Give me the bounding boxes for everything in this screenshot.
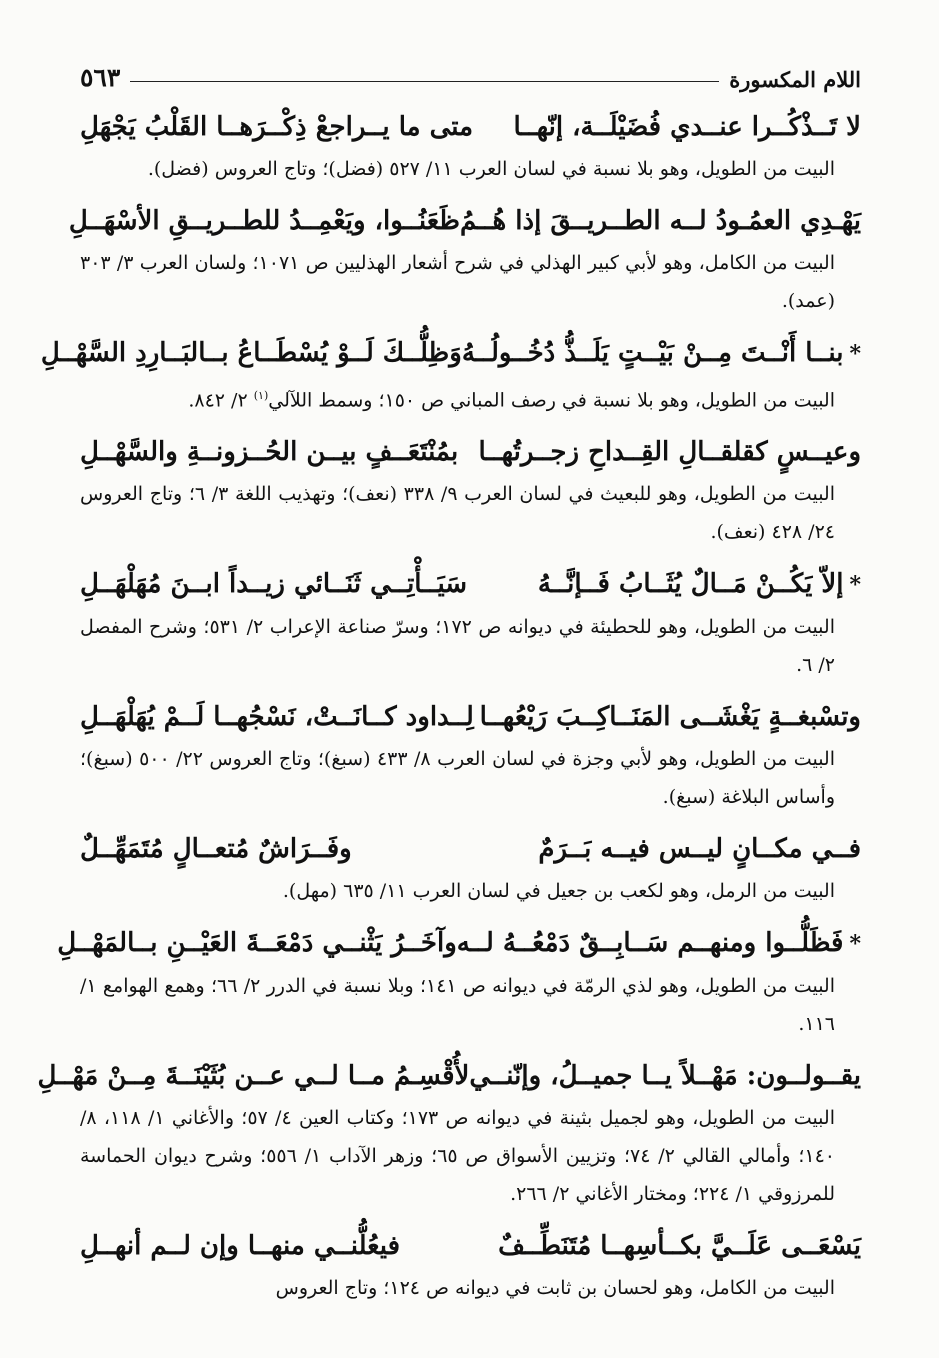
verse-second-hemistich: ظَعَنُــوا، ويَعْمِــدُ للطــريــقِ الأسْهَــلِ [68,206,460,236]
verse-line [68,194,861,248]
verse-line [40,326,861,381]
verse-note: البيت من الطويل، وهو للحطيئة في ديوانه ص ١٧٢؛ وسرّ صناعة الإعراب ٢/ ٥٣١؛ وشرح المفصل ٢/ ٦. [80,616,835,677]
verse-entry [37,1049,861,1213]
verse-first-hemistich: يقــولــون: مَهْــلاً يــا جميــلُ، وإنّنــي [469,1061,861,1092]
verse-first-hemistich: وعيــسٍ كقلقــالِ القِــداحِ زجــرتُهــا [478,437,861,468]
verse-entry [68,194,861,320]
verse-entry [80,100,861,188]
verse-line [80,100,861,154]
verse-first-hemistich: يَهْـدِي العمُـودُ لــه الطــريــقَ إذا هُــمُ [459,206,861,236]
hemistich-text: بنــا أَنْــتَ مِــنْ بَيْــتٍ يَلَــذُّ دُخُــولُــهُ [461,338,844,368]
verse-note: البيت من الطويل، وهو لأبي وجزة في لسان العرب ٨/ ٤٣٣ (سبغ)؛ وتاج العروس ٢٢/ ٥٠٠ (سبغ)؛ وأساس البلاغة (سبغ). [80,748,835,809]
verse-line [80,1219,861,1273]
verse-note: البيت من الطويل، وهو لجميل بثينة في ديوانه ص ١٧٣؛ وكتاب العين ٤/ ٥٧؛ والأغاني ١/ ١١٨، ٨/ ١٤٠؛ وأمالي القالي ٢/ ٧٤؛ وتزيين الأسواق ص ٦٥؛ وزهر الآداب ١/ ٥٥٦؛ وشرح ديوان الحماسة للمرزوقي ١/ ٢٢٤؛ ومختار الأغاني ٢/ ٢٦٦. [80,1107,835,1206]
verse-second-hemistich: بمُنْتَعَــفٍ بيــن الحُــزونــةِ والسَّهْــلِ [80,437,459,468]
verse-entry [80,690,861,816]
hemistich-text: إلاّ يَكُــنْ مَــالٌ يُثَــابُ فَــإنَّــهُ [537,569,844,600]
verse-first-hemistich [538,557,861,612]
verse-second-hemistich: وَظِلُّــكَ لَــوْ يُسْطَــاعُ بــالبَــارِدِ السَّهْــلِ [40,338,462,368]
verse-second-hemistich: وفَــرَاشٌ مُتعــالٍ مُتَمَهِّــلٌ [80,834,352,865]
verse-line [80,557,861,612]
page-header [80,58,861,92]
verse-first-hemistich [457,916,861,971]
verse-second-hemistich: لِــداود كــانَــتْ، نَسْجُهــا لَــمْ يُهَلْهَــلِ [80,702,474,733]
section-title: اللام المكسورة [729,67,861,92]
verse-second-hemistich: سَيَــأْتِــي ثَنَــائي زيــداً ابــنَ مُهَلْهَــلِ [80,569,468,600]
verse-second-hemistich: متى ما يــراجعْ ذِكْــرَهــا القَلْبُ يَجْهَلِ [80,112,474,142]
verse-first-hemistich: يَسْعَــى عَلَــيَّ بكــأسِهــا مُتَنَطِّــفٌ [498,1231,861,1262]
verse-first-hemistich: وتسْبغــةٍ يَغْشَــى المَنَــاكِــبَ رَيْعُهــا [479,702,861,733]
verse-first-hemistich: لا تَــذْكُــرا عنــدي فُضَيْلَــة، إنّهــا [513,112,861,142]
verse-note: البيت من الطويل، وهو لذي الرمّة في ديوانه ص ١٤١؛ وبلا نسبة في الدرر ٢/ ٦٦؛ وهمع الهوامع ١/ ١١٦. [80,975,835,1036]
verse-entry [80,425,861,551]
header-rule [130,81,719,82]
verse-first-hemistich: فــي مكــانٍ ليــس فيــه بَــرَمٌ [538,834,861,865]
verse-note: البيت من الرمل، وهو لكعب بن جعيل في لسان العرب ١١/ ٦٣٥ (مهل). [282,880,835,903]
verse-note [80,377,861,419]
verse-entry [40,326,861,419]
verse-line [80,425,861,479]
hemistich-text: فَظَلُّــوا ومنهــم سَــابِــقٌ دَمْعُــهُ لــه [456,928,844,959]
verse-line [80,690,861,744]
footnote-marker: (١) [253,389,269,402]
asterisk-marker: * [849,931,861,958]
asterisk-marker: * [849,572,861,599]
verse-entry [80,557,861,684]
verse-first-hemistich [462,326,861,381]
verse-entry [57,916,861,1043]
note-text-tail: ٢/ ٨٤٢. [188,389,254,412]
page-content [37,100,861,1313]
note-text: البيت من الطويل، وهو بلا نسبة في رصف المباني ص ١٥٠؛ وسمط اللآلي [268,389,835,412]
asterisk-marker: * [849,341,861,367]
verse-note: البيت من الطويل، وهو للبعيث في لسان العرب ٩/ ٣٣٨ (نعف)؛ وتهذيب اللغة ٣/ ٦؛ وتاج العروس ٢٤/ ٤٢٨ (نعف). [80,483,835,544]
verse-line [57,916,861,971]
verse-entry [80,822,861,910]
verse-note: البيت من الكامل، وهو لحسان بن ثابت في ديوانه ص ١٢٤؛ وتاج العروس [275,1277,835,1300]
page-number: ٥٦٣ [80,63,121,92]
verse-note: البيت من الطويل، وهو بلا نسبة في لسان العرب ١١/ ٥٢٧ (فضل)؛ وتاج العروس (فضل). [147,158,835,180]
verse-second-hemistich: فيعُلُّنــي منهــا وإن لــم أنهــلِ [80,1231,400,1262]
verse-note: البيت من الكامل، وهو لأبي كبير الهذلي في شرح أشعار الهذليين ص ١٠٧١؛ ولسان العرب ٣/ ٣٠٣ (عمد). [80,252,835,312]
verse-entry [80,1219,861,1307]
verse-second-hemistich: لأُقْسِـمُ مــا لــي عــن بُثَيْنَــةَ مِــنْ مَهْــلِ [37,1061,470,1092]
verse-second-hemistich: وآخَــرُ يَثْنــي دَمْعَــةَ العَيْــنِ بــالمَهْــلِ [57,928,457,959]
verse-line [80,822,861,876]
verse-line [37,1049,861,1103]
